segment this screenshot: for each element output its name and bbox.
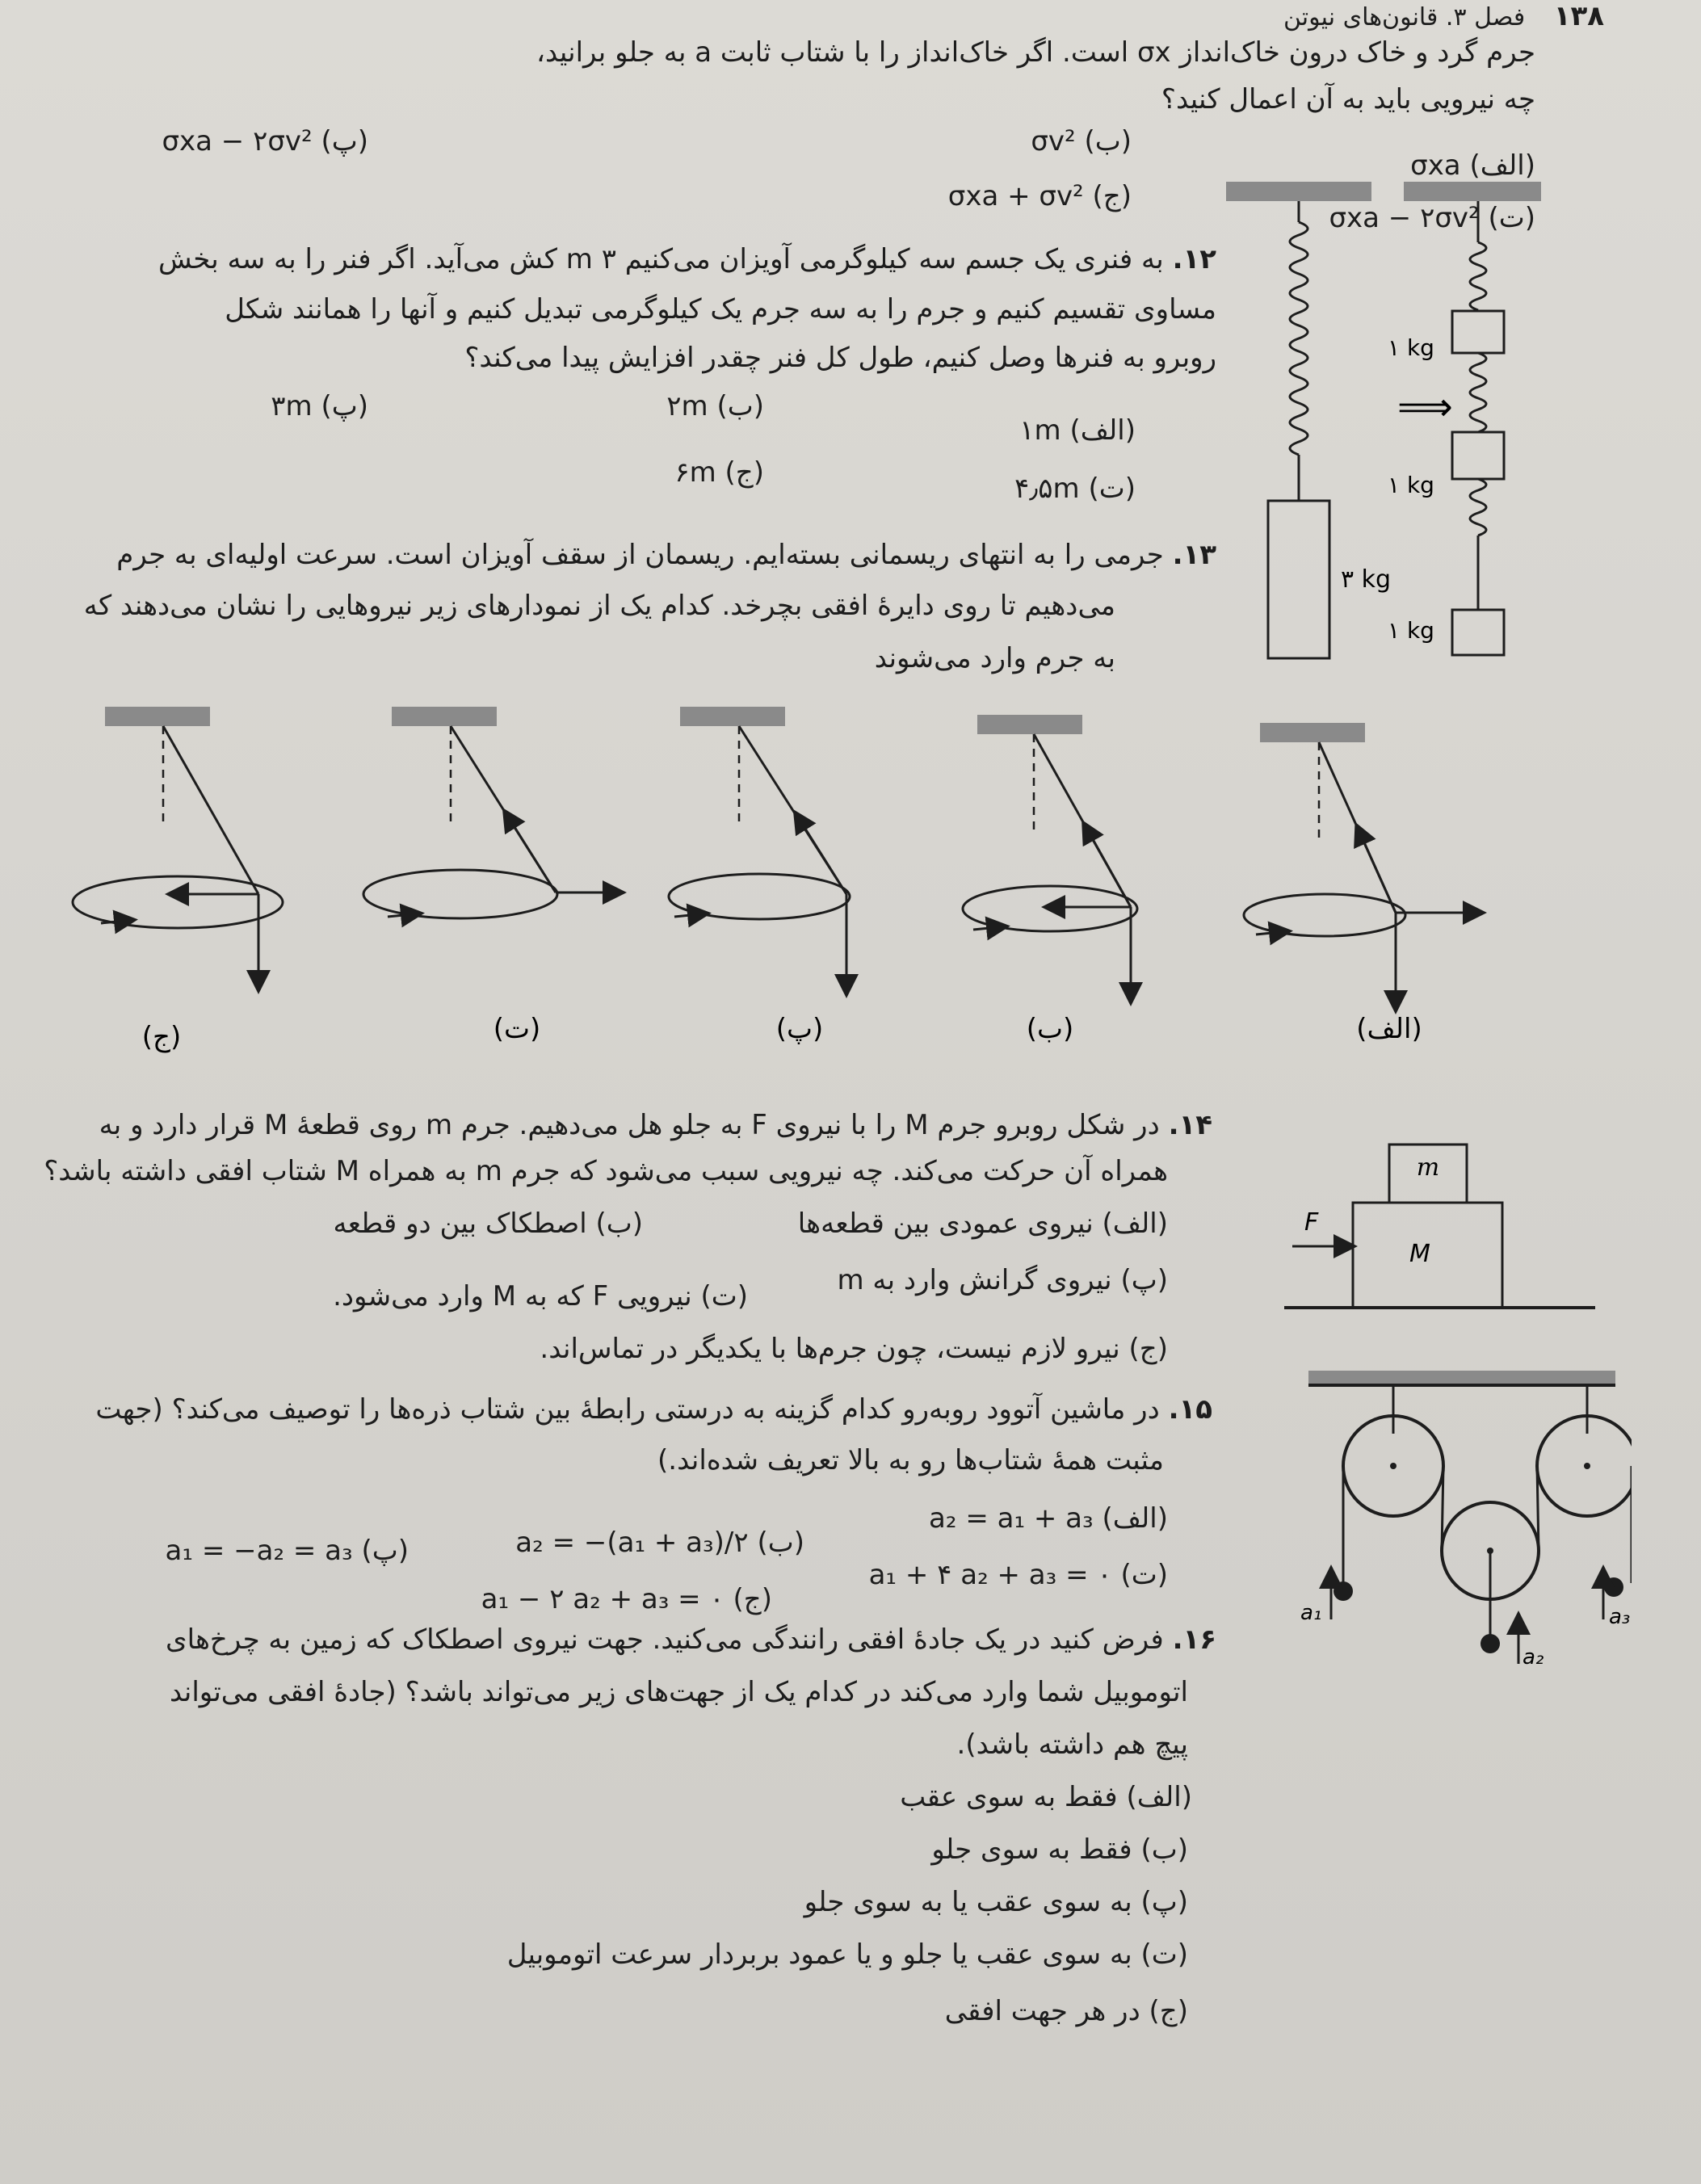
q13-line3: به جرم وارد می‌شوند [874,642,1115,674]
q12-option-alef: (الف) ۱m [1019,414,1136,447]
q15-option-pe: (پ) a₁ = −a₂ = a₃ [165,1535,409,1567]
small-mass-1 [1452,311,1504,353]
q14-option-jim: (ج) نیرو لازم نیست، چون جرم‌ها با یکدیگر در تماس‌اند. [540,1333,1168,1365]
q12-text-1: به فنری یک جسم سه کیلوگرمی آویزان می‌کنیم m ۳ کش می‌آید. اگر فنر را به سه بخش [158,243,1164,275]
label-jim: (ج) [141,1021,182,1053]
diagram-alef [1244,723,1482,1010]
small-mass-2 [1452,432,1504,479]
label-be: (ب) [1026,1013,1074,1045]
q15-number: ۱۵. [1168,1393,1212,1426]
small-block-label: m [1416,1153,1440,1182]
label-alef: (الف) [1356,1013,1422,1045]
q11-option-te: (ت) σxa − ۲σv² [1329,202,1535,234]
q12-spring-figure [1212,174,1664,674]
page-number: ۱۳۸ [1553,0,1604,32]
big-mass-block [1268,501,1329,658]
q12-option-pe: (پ) ۳m [271,390,368,422]
q12-line1 [158,239,1216,279]
q15-atwood-figure [1276,1361,1632,1668]
q15-option-te: (ت) a₁ + ۴ a₂ + a₃ = ۰ [868,1559,1168,1591]
diagram-be [963,715,1137,1002]
q13-pendulum-diagrams [65,691,1583,1070]
q13-line2: می‌دهیم تا روی دایرهٔ افقی بچرخد. کدام یک از نمودارهای زیر نیروهایی را نشان می‌دهند که [83,590,1115,622]
q16-line2: اتوموبیل شما وارد می‌کند در کدام یک از جهت‌های زیر می‌تواند باشد؟ (جادهٔ افقی می‌تواند [170,1676,1188,1708]
q12-option-te: (ت) ۴٫۵m [1014,472,1136,505]
spring-segment-3 [1470,479,1486,536]
q13-number: ۱۳. [1172,539,1216,571]
small-mass-3 [1452,610,1504,655]
mass-2 [1480,1634,1500,1653]
atwood-ceiling [1308,1371,1615,1385]
transform-arrow: ⟹ [1397,384,1453,430]
q14-line2: همراه آن حرکت می‌کند. چه نیرویی سبب می‌شود که جرم m به همراه M شتاب افقی داشته باشد؟ [44,1155,1168,1187]
mass-1 [1334,1581,1353,1601]
q15-option-alef: (الف) a₂ = a₁ + a₃ [929,1502,1168,1535]
q11-option-be: (ب) σv² [1031,125,1132,158]
q16-option-alef: (الف) فقط به سوی عقب [900,1781,1192,1813]
q14-blocks-figure [1276,1135,1615,1317]
label-a1: a₁ [1300,1601,1322,1625]
q11-line1: جرم گرد و خاک درون خاک‌انداز σx است. اگر خاک‌انداز را با شتاب ثابت a به جلو برانید، [536,36,1535,69]
q15-text-1: در ماشین آتوود روبه‌رو کدام گزینه به درستی رابطهٔ بین شتاب ذره‌ها را توصیف می‌کند؟ (جهت [95,1393,1160,1426]
q16-line3: پیچ هم داشته باشد). [956,1728,1188,1761]
mass-3 [1604,1577,1623,1597]
q16-line1 [166,1619,1216,1660]
q12-line2: مساوی تقسیم کنیم و جرم را به سه جرم یک کیلوگرمی تبدیل کنیم و آنها را همانند شکل [225,293,1216,326]
label-a2: a₂ [1522,1645,1544,1668]
diagram-te [363,707,622,918]
q15-line1 [95,1389,1212,1430]
q16-option-be: (ب) فقط به سوی جلو [931,1833,1188,1866]
q11-option-alef: (الف) σxa [1410,149,1535,182]
q16-text-1: فرض کنید در یک جادهٔ افقی رانندگی می‌کنید. جهت نیروی اصطکاک که زمین به چرخ‌های [166,1623,1164,1656]
q16-number: ۱۶. [1172,1623,1216,1656]
q14-line1 [99,1105,1212,1145]
small-mass-1-label: ۱ kg [1388,334,1434,361]
q13-line1 [116,535,1216,575]
q12-number: ۱۲. [1172,243,1216,275]
q12-option-jim: (ج) ۶m [674,456,764,489]
q14-option-te: (ت) نیرویی F که به M وارد می‌شود. [333,1280,748,1312]
q13-text-1: جرمی را به انتهای ریسمانی بسته‌ایم. ریسمان از سقف آویزان است. سرعت اولیه‌ای به جرم [116,539,1164,571]
q11-option-pe: (پ) σxa − ۲σv² [162,125,368,158]
q14-number: ۱۴. [1168,1109,1212,1141]
small-mass-2-label: ۱ kg [1388,472,1434,498]
q11-option-jim: (ج) σxa + σv² [947,180,1132,212]
diagram-jim [73,707,283,989]
small-mass-3-label: ۱ kg [1388,617,1434,644]
q12-option-be: (ب) ۲m [666,390,764,422]
q15-option-be: (ب) a₂ = −(a₁ + a₃)/۲ [515,1527,804,1559]
q11-line2: چه نیرویی باید به آن اعمال کنید؟ [1161,83,1535,116]
label-a3: a₃ [1609,1605,1631,1629]
q15-line2: مثبت همهٔ شتاب‌ها رو به بالا تعریف شده‌اند.) [657,1444,1164,1476]
right-ceiling [1404,182,1541,201]
left-ceiling [1226,182,1371,201]
big-block-label: M [1409,1240,1430,1268]
page-header [1283,0,1604,32]
q16-option-pe: (پ) به سوی عقب یا به سوی جلو [804,1886,1188,1918]
diagram-pe [669,707,850,993]
force-label: F [1304,1208,1319,1237]
chapter-title: فصل ۳. قانون‌های نیوتن [1283,3,1526,32]
label-pe: (پ) [775,1013,824,1045]
q14-option-alef: (الف) نیروی عمودی بین قطعه‌ها [797,1208,1168,1240]
q16-option-te: (ت) به سوی عقب یا جلو و یا عمود بربردار سرعت اتوموبیل [506,1938,1188,1971]
q14-option-be: (ب) اصطکاک بین دو قطعه [333,1208,643,1240]
label-te: (ت) [493,1013,541,1045]
spring-segment-2 [1470,353,1486,432]
q14-text-1: در شکل روبرو جرم M را با نیروی F به جلو هل می‌دهیم. جرم m روی قطعهٔ M قرار دارد و به [99,1109,1160,1141]
q15-option-jim: (ج) a₁ − ۲ a₂ + a₃ = ۰ [481,1583,772,1615]
big-mass-label: ۳ kg [1341,565,1392,594]
long-spring [1290,222,1308,455]
q14-option-pe: (پ) نیروی گرانش وارد به m [837,1264,1168,1296]
q16-option-jim: (ج) در هر جهت افقی [944,1995,1188,2027]
q12-line3: روبرو به فنرها وصل کنیم، طول کل فنر چقدر افزایش پیدا می‌کند؟ [464,342,1216,374]
spring-segment-1 [1470,242,1486,310]
